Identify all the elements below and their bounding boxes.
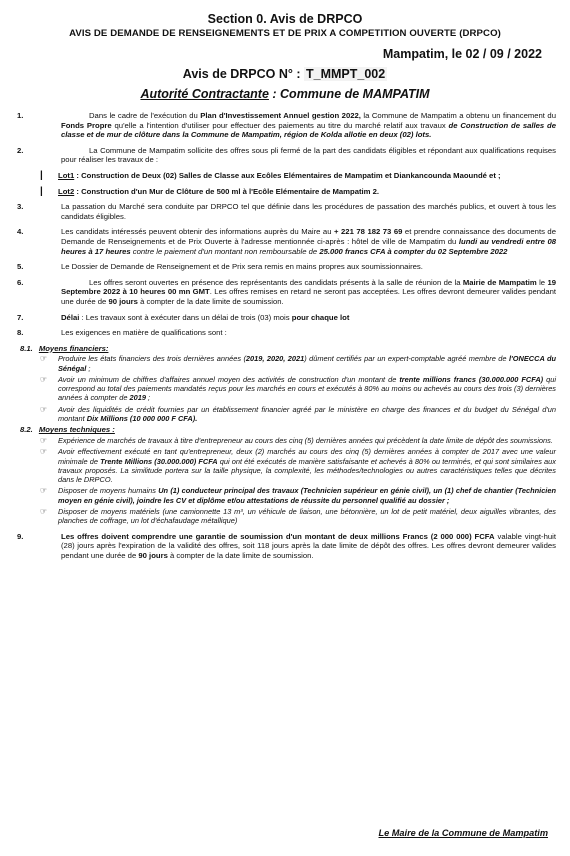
text: Fonds Propre bbox=[61, 120, 112, 130]
text: la Commune de Mampatim a obtenu un financement du bbox=[360, 111, 556, 120]
lot-label: Lot1 bbox=[58, 170, 75, 180]
paragraph-1 bbox=[14, 111, 556, 140]
bullet-item bbox=[14, 405, 556, 424]
text: Les offres seront ouvertes en présence des représentants des candidats présents à la salle de réunion de la bbox=[89, 277, 463, 287]
contracting-authority bbox=[14, 87, 556, 101]
paragraph-4 bbox=[14, 227, 556, 256]
bullet-item bbox=[14, 507, 556, 526]
paragraph-9 bbox=[14, 532, 556, 561]
text: Délai bbox=[61, 312, 80, 322]
text: Un (1) conducteur principal des travaux (Technicien supérieur en génie civil), un (1) chef de chantier (Technicien moyen en génie civil), joindre les CV et diplôme et/ou attestations de réussite du personnel qualifié au dossier ; bbox=[58, 486, 556, 505]
text: Plan d'Investissement Annuel gestion 2022, bbox=[200, 111, 361, 120]
subsection-8-1 bbox=[20, 344, 556, 354]
notice-reference bbox=[14, 67, 556, 81]
authority-label: Autorité Contractante bbox=[140, 87, 269, 101]
bullet-bar: | bbox=[40, 185, 43, 197]
text: 19 Septembre 2022 à 10 heures 00 mn GMT bbox=[61, 277, 556, 297]
text: 90 jours bbox=[108, 296, 138, 306]
lot-text: : Construction de Deux (02) Salles de Classe aux Ecôles Elémentaires de Mampatim et Diankancounda Maoundé et ; bbox=[74, 170, 501, 180]
text: Les offres doivent comprendre une garantie de soumission d'un montant de deux millions Francs (2 000 000) FCFA bbox=[61, 531, 495, 541]
text: Dans le cadre de l'exécution du bbox=[89, 111, 201, 120]
lot-1 bbox=[14, 171, 556, 181]
text: pour chaque lot bbox=[291, 312, 350, 322]
lot-label: Lot2 bbox=[58, 186, 75, 196]
text: Dix Millions (10 000 000 F CFA). bbox=[86, 414, 198, 424]
text: Avoir des liquidités de crédit fournies par un établissement financier agréé par le ministère en charge des finances et du budget du Sénégal d'un montant bbox=[58, 404, 556, 424]
bullet-item bbox=[14, 354, 556, 373]
bullet-item bbox=[14, 447, 556, 484]
pointing-hand-icon: ☞ bbox=[40, 374, 48, 384]
text: Disposer de moyens humains bbox=[58, 486, 159, 496]
authority-value: : Commune de MAMPATIM bbox=[268, 87, 430, 101]
text: 25.000 francs CFA à compter du 02 Septembre 2022 bbox=[319, 246, 508, 256]
text: qui ont été exécutés de manière satisfaisante et achevés à 80% ou terminés, et qui sont similaires aux travaux proposés. La similitude portera sur la taille physique, la complexité, les méthodes/technologies ou autres caractéristiques telles que décrites dans le DRPCO. bbox=[58, 456, 556, 485]
notice-date: Mampatim, le 02 / 09 / 2022 bbox=[382, 47, 542, 61]
paragraph-6 bbox=[14, 278, 556, 307]
text: 2019 bbox=[129, 393, 146, 403]
pointing-hand-icon: ☞ bbox=[40, 507, 48, 517]
text: à compter de la date limite de soumission. bbox=[137, 296, 284, 306]
bullet-item bbox=[14, 436, 556, 445]
paragraph-number: 9. bbox=[17, 531, 24, 541]
notice-subtitle: AVIS DE DEMANDE DE RENSEIGNEMENTS ET DE PRIX A COMPETITION OUVERTE (DRPCO) bbox=[69, 28, 501, 39]
paragraph-3 bbox=[14, 202, 556, 221]
paragraph-number: 8. bbox=[17, 328, 24, 338]
bullet-item bbox=[14, 375, 556, 403]
paragraph-2 bbox=[14, 146, 556, 165]
paragraph-number: 7. bbox=[17, 312, 24, 322]
text: l'ONECCA du Sénégal bbox=[58, 354, 556, 373]
text: 2019, 2020, 2021 bbox=[245, 354, 305, 364]
text: à compter de la date limite de soumission. bbox=[167, 550, 314, 560]
paragraph-text: La passation du Marché sera conduite par DRPCO tel que définie dans les procédures de passation des marchés publics, et ouvert à tous les candidats éligibles. bbox=[61, 202, 556, 221]
bullet-bar: | bbox=[40, 169, 43, 181]
pointing-hand-icon: ☞ bbox=[40, 354, 48, 364]
paragraph-number: 6. bbox=[17, 277, 24, 287]
text: : Les travaux sont à exécuter dans un délai de trois (03) mois bbox=[79, 312, 292, 322]
subsection-label: Moyens techniques : bbox=[38, 425, 115, 435]
lot-2 bbox=[14, 187, 556, 197]
subsection-number: 8.1. bbox=[20, 343, 33, 353]
subsection-number: 8.2. bbox=[20, 425, 33, 435]
text: Produire les états financiers des trois dernières années ( bbox=[58, 354, 246, 364]
text: qu'elle a l'intention d'utiliser pour effectuer des paiements au titre du marché relatif aux travaux bbox=[111, 120, 449, 130]
text: qui correspond au total des paiements mandatés reçus pour les marchés en cours et exécutés à 80% au moins ou achevés au cours des trois (3) dernières années à compter de bbox=[58, 374, 556, 403]
text: Mairie de Mampatim bbox=[462, 277, 537, 287]
signature-line: Le Maire de la Commune de Mampatim bbox=[378, 828, 548, 838]
paragraph-number: 3. bbox=[17, 202, 24, 212]
text: Trente Millions (30.000.000) FCFA bbox=[100, 456, 218, 466]
text: valable vingt-huit (28) jours après l'expiration de la validité des offres, soit 118 jours après la date limite de dépôt des offres. Les offres devront demeurer valides pendant une durée de bbox=[61, 531, 556, 560]
bullet-item bbox=[14, 486, 556, 505]
bullet-text: Disposer de moyens matériels (une camionnette 13 m³, un véhicule de liaison, une bétonnière, un lot de petit matériel, deux aiguilles vibrantes, des planches de coffrage, un lot d'échafaudage métallique) bbox=[58, 507, 556, 526]
text: Les candidats intéressés peuvent obtenir des informations auprès du Maire au bbox=[61, 227, 335, 237]
pointing-hand-icon: ☞ bbox=[40, 447, 48, 457]
paragraph-text: Les exigences en matière de qualifications sont : bbox=[61, 328, 227, 338]
text: ) dûment certifiés par un expert-comptable agréé membre de bbox=[304, 354, 509, 364]
text: ; bbox=[145, 393, 151, 403]
section-title: Section 0. Avis de DRPCO bbox=[207, 12, 363, 26]
text: et prendre connaissance des documents de Demande de Renseignements et de Prix Ouverte à l'adresse mentionnée ci-après : hôtel de ville de Mampatim du bbox=[61, 227, 556, 246]
text: contre le paiement d'un montant non remboursable de bbox=[130, 246, 320, 256]
text: trente millions francs (30.000.000 FCFA) bbox=[399, 374, 544, 384]
paragraph-text: Le Dossier de Demande de Renseignement et de Prix sera remis en mains propres aux soumissionnaires. bbox=[61, 262, 423, 272]
paragraph-number: 2. bbox=[17, 145, 24, 155]
text: de Construction de salles de classe et de mur de clôture dans la Commune de Mampatim, région de Kolda allotie en deux (02) lots. bbox=[61, 120, 556, 140]
paragraph-8 bbox=[14, 328, 556, 338]
pointing-hand-icon: ☞ bbox=[40, 435, 48, 445]
paragraph-number: 1. bbox=[17, 111, 24, 120]
subsection-8-2 bbox=[20, 425, 556, 435]
text: . Les offres remises en retard ne seront pas acceptées. Les offres devront demeurer valides pendant une durée de bbox=[61, 287, 557, 306]
text: lundi au vendredi entre 08 heures à 17 heures bbox=[61, 236, 557, 256]
bullet-text: Expérience de marchés de travaux à titre d'entrepreneur au cours des cinq (5) dernières années qui précèdent la date limite de dépôt des soumissions. bbox=[58, 435, 553, 445]
paragraph-number: 5. bbox=[17, 262, 24, 272]
paragraph-number: 4. bbox=[17, 227, 24, 237]
phone-number: + 221 78 182 73 69 bbox=[334, 227, 403, 237]
pointing-hand-icon: ☞ bbox=[40, 486, 48, 496]
text: ; bbox=[86, 363, 91, 373]
paragraph-text: La Commune de Mampatim sollicite des offres sous pli fermé de la part des candidats éligibles et répondant aux qualifications requises pour réaliser les travaux de : bbox=[61, 145, 556, 165]
paragraph-5 bbox=[14, 262, 556, 272]
pointing-hand-icon: ☞ bbox=[40, 404, 48, 414]
reference-prefix: Avis de DRPCO N° : bbox=[182, 67, 305, 81]
paragraph-7 bbox=[14, 313, 556, 323]
text: Avoir un minimum de chiffres d'affaires annuel moyen des activités de construction d'un montant de bbox=[58, 374, 400, 384]
subsection-label: Moyens financiers: bbox=[38, 343, 109, 353]
lot-text: : Construction d'un Mur de Clôture de 500 ml à l'Ecôle Elémentaire de Mampatim 2. bbox=[74, 186, 380, 196]
text: le bbox=[536, 277, 548, 287]
text: 90 jours bbox=[138, 550, 168, 560]
reference-code: T_MMPT_002 bbox=[306, 67, 386, 81]
text: Avoir effectivement exécuté en tant qu'entrepreneur, deux (2) marchés au cours des cinq (5) dernières années à compter de 2017 avec une valeur minimale de bbox=[58, 447, 556, 466]
